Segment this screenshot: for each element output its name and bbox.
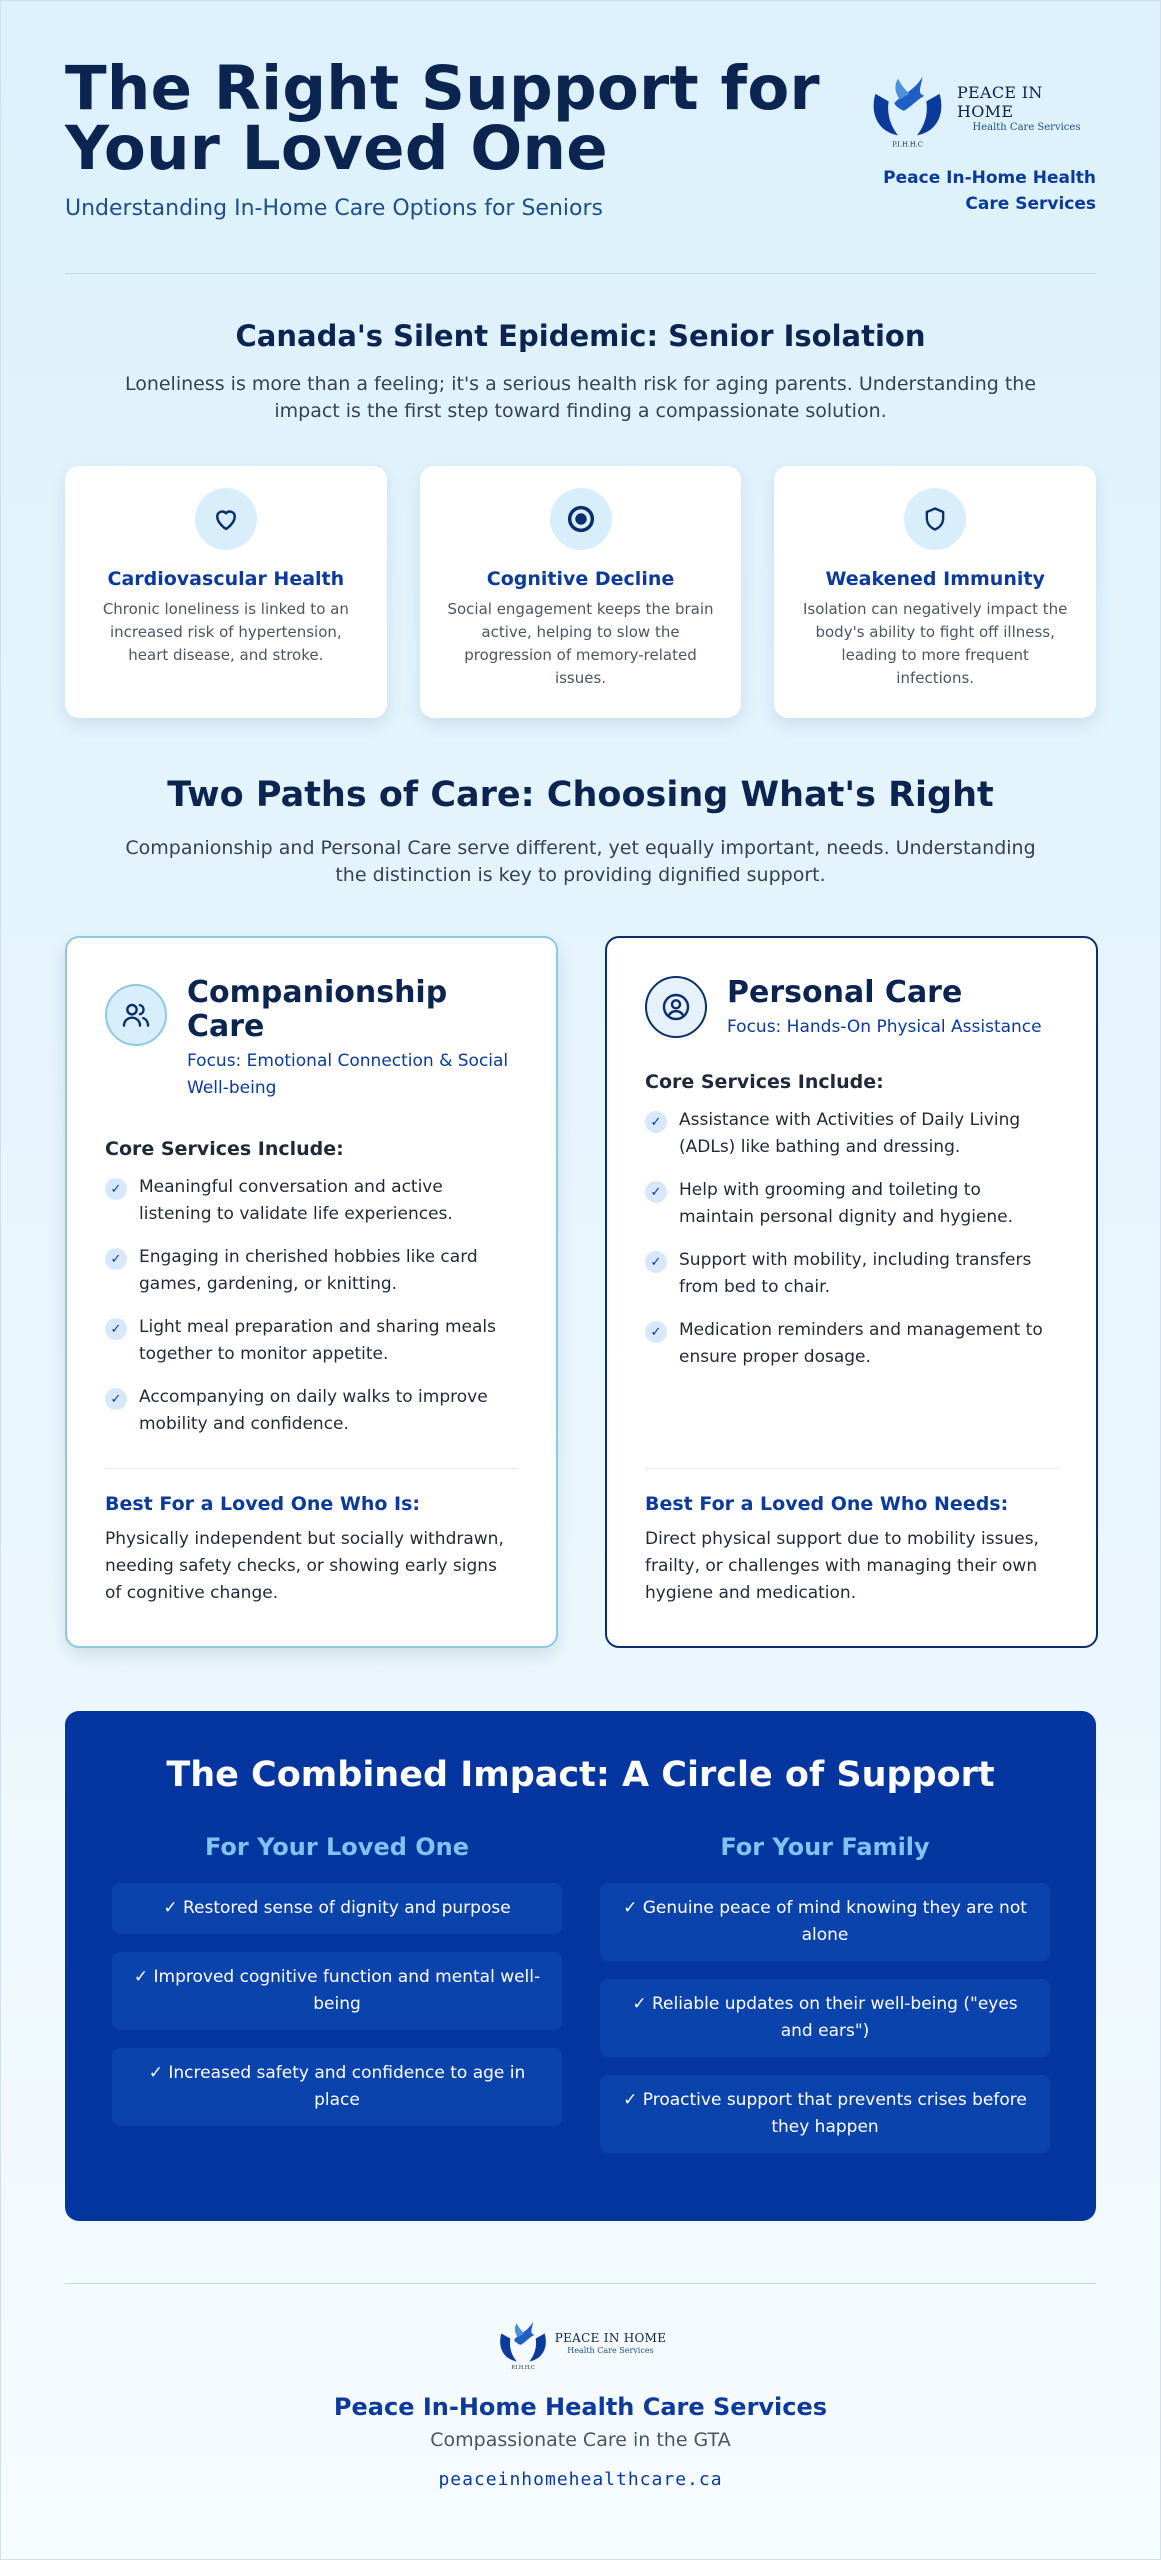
risk-cards — [65, 466, 1096, 718]
core-services-label: Core Services Include: — [645, 1071, 884, 1093]
paths-text: Companionship and Personal Care serve different, yet equally important, needs. Understanding the distinction is key to providing dignified support. — [125, 837, 1036, 886]
impact-family-column — [600, 1833, 1050, 2153]
list-item: ✓ Help with grooming and toileting to maintain personal dignity and hygiene. — [645, 1177, 1058, 1231]
risk-card-title: Cognitive Decline — [486, 568, 675, 590]
dove-hands-logo-icon — [866, 63, 949, 153]
card-divider — [645, 1468, 1058, 1469]
divider — [65, 2283, 1096, 2284]
risk-card-title: Cardiovascular Health — [107, 568, 345, 590]
service-list — [645, 1107, 1058, 1371]
dove-hands-logo-icon — [495, 2313, 551, 2373]
list-item: ✓ Support with mobility, including transfers from bed to chair. — [645, 1247, 1058, 1301]
check-icon: ✓ — [105, 1178, 127, 1200]
risk-card-text: Chronic loneliness is linked to an increased risk of hypertension, heart disease, and stroke. — [102, 600, 349, 664]
impact-item: ✓ Improved cognitive function and mental well-being — [112, 1952, 562, 2030]
companionship-care-card — [65, 936, 558, 1648]
impact-loved-one-column — [112, 1833, 562, 2126]
best-for-label: Best For a Loved One Who Needs: — [645, 1493, 1009, 1515]
check-icon: ✓ — [105, 1248, 127, 1270]
combined-impact-panel — [65, 1711, 1096, 2221]
page-title: The Right Support for Your Loved One — [65, 53, 820, 184]
users-icon — [105, 984, 167, 1046]
heart-icon — [195, 488, 257, 550]
list-item: ✓ Accompanying on daily walks to improve mobility and confidence. — [105, 1384, 518, 1438]
logo-tagline: Health Care Services — [972, 122, 1081, 133]
isolation-title: Canada's Silent Epidemic: Senior Isolation — [235, 319, 926, 353]
target-icon — [550, 488, 612, 550]
impact-title: The Combined Impact: A Circle of Support — [166, 1755, 995, 1795]
check-icon: ✓ — [645, 1181, 667, 1203]
list-item: ✓ Light meal preparation and sharing meals together to monitor appetite. — [105, 1314, 518, 1368]
core-services-label: Core Services Include: — [105, 1138, 344, 1160]
shield-icon — [904, 488, 966, 550]
risk-card-text: Social engagement keeps the brain active, helping to slow the progression of memory-related issues. — [447, 600, 714, 687]
care-focus: Focus: Emotional Connection & Social Well-being — [187, 1051, 509, 1098]
footer-logo: P.I.H.H.C PEACE IN HOME Health Care Services — [65, 2313, 1096, 2373]
svg-text:P.I.H.H.C: P.I.H.H.C — [510, 2365, 535, 2372]
website-link[interactable]: peaceinhomehealthcare.ca — [438, 2469, 723, 2490]
user-circle-icon — [645, 976, 707, 1038]
list-item: ✓ Assistance with Activities of Daily Living (ADLs) like bathing and dressing. — [645, 1107, 1058, 1161]
paths-title: Two Paths of Care: Choosing What's Right — [167, 775, 994, 815]
logo-name: PEACE IN HOME — [956, 83, 1043, 121]
impact-item: ✓ Proactive support that prevents crises before they happen — [600, 2075, 1050, 2153]
list-item: ✓ Medication reminders and management to ensure proper dosage. — [645, 1317, 1058, 1371]
isolation-text: Loneliness is more than a feeling; it's a serious health risk for aging parents. Understanding the impact is the first step toward finding a compassionate solution. — [124, 373, 1037, 422]
footer — [65, 2313, 1096, 2490]
impact-item: ✓ Restored sense of dignity and purpose — [112, 1883, 562, 1934]
divider — [65, 273, 1096, 274]
card-divider — [105, 1468, 518, 1469]
risk-card-text: Isolation can negatively impact the body's ability to fight off illness, leading to more frequent infections. — [802, 600, 1068, 687]
impact-item: ✓ Genuine peace of mind knowing they are not alone — [600, 1883, 1050, 1961]
check-icon: ✓ — [645, 1321, 667, 1343]
service-list — [105, 1174, 518, 1438]
personal-care-card — [605, 936, 1098, 1648]
risk-card-immunity — [774, 466, 1096, 718]
risk-card-title: Weakened Immunity — [825, 568, 1045, 590]
impact-item: ✓ Reliable updates on their well-being ("eyes and ears") — [600, 1979, 1050, 2057]
risk-card-cardiovascular — [65, 466, 387, 718]
footer-company-name: Peace In-Home Health Care Services — [333, 2393, 828, 2421]
best-for-label: Best For a Loved One Who Is: — [105, 1493, 421, 1515]
check-icon: ✓ — [645, 1111, 667, 1133]
brand-block — [866, 63, 1096, 217]
care-title: Companionship Care — [187, 975, 448, 1044]
impact-column-heading: For Your Loved One — [204, 1833, 470, 1861]
check-icon: ✓ — [105, 1318, 127, 1340]
brand-name: Peace In-Home Health Care Services — [883, 168, 1096, 214]
risk-card-cognitive — [420, 466, 742, 718]
brand-logo — [866, 63, 1096, 153]
footer-tagline: Compassionate Care in the GTA — [430, 2429, 731, 2451]
impact-item: ✓ Increased safety and confidence to age in place — [112, 2048, 562, 2126]
check-icon: ✓ — [105, 1388, 127, 1410]
care-title: Personal Care — [727, 975, 963, 1010]
best-for-text: Physically independent but socially withdrawn, needing safety checks, or showing early signs of cognitive change. — [105, 1529, 504, 1603]
list-item: ✓ Meaningful conversation and active listening to validate life experiences. — [105, 1174, 518, 1228]
impact-column-heading: For Your Family — [720, 1833, 930, 1861]
best-for-text: Direct physical support due to mobility issues, frailty, or challenges with managing their own hygiene and medication. — [645, 1529, 1039, 1603]
care-focus: Focus: Hands-On Physical Assistance — [727, 1017, 1042, 1037]
svg-text:P.I.H.H.C: P.I.H.H.C — [892, 140, 923, 149]
page-subtitle: Understanding In-Home Care Options for Seniors — [65, 196, 603, 221]
check-icon: ✓ — [645, 1251, 667, 1273]
list-item: ✓ Engaging in cherished hobbies like card games, gardening, or knitting. — [105, 1244, 518, 1298]
